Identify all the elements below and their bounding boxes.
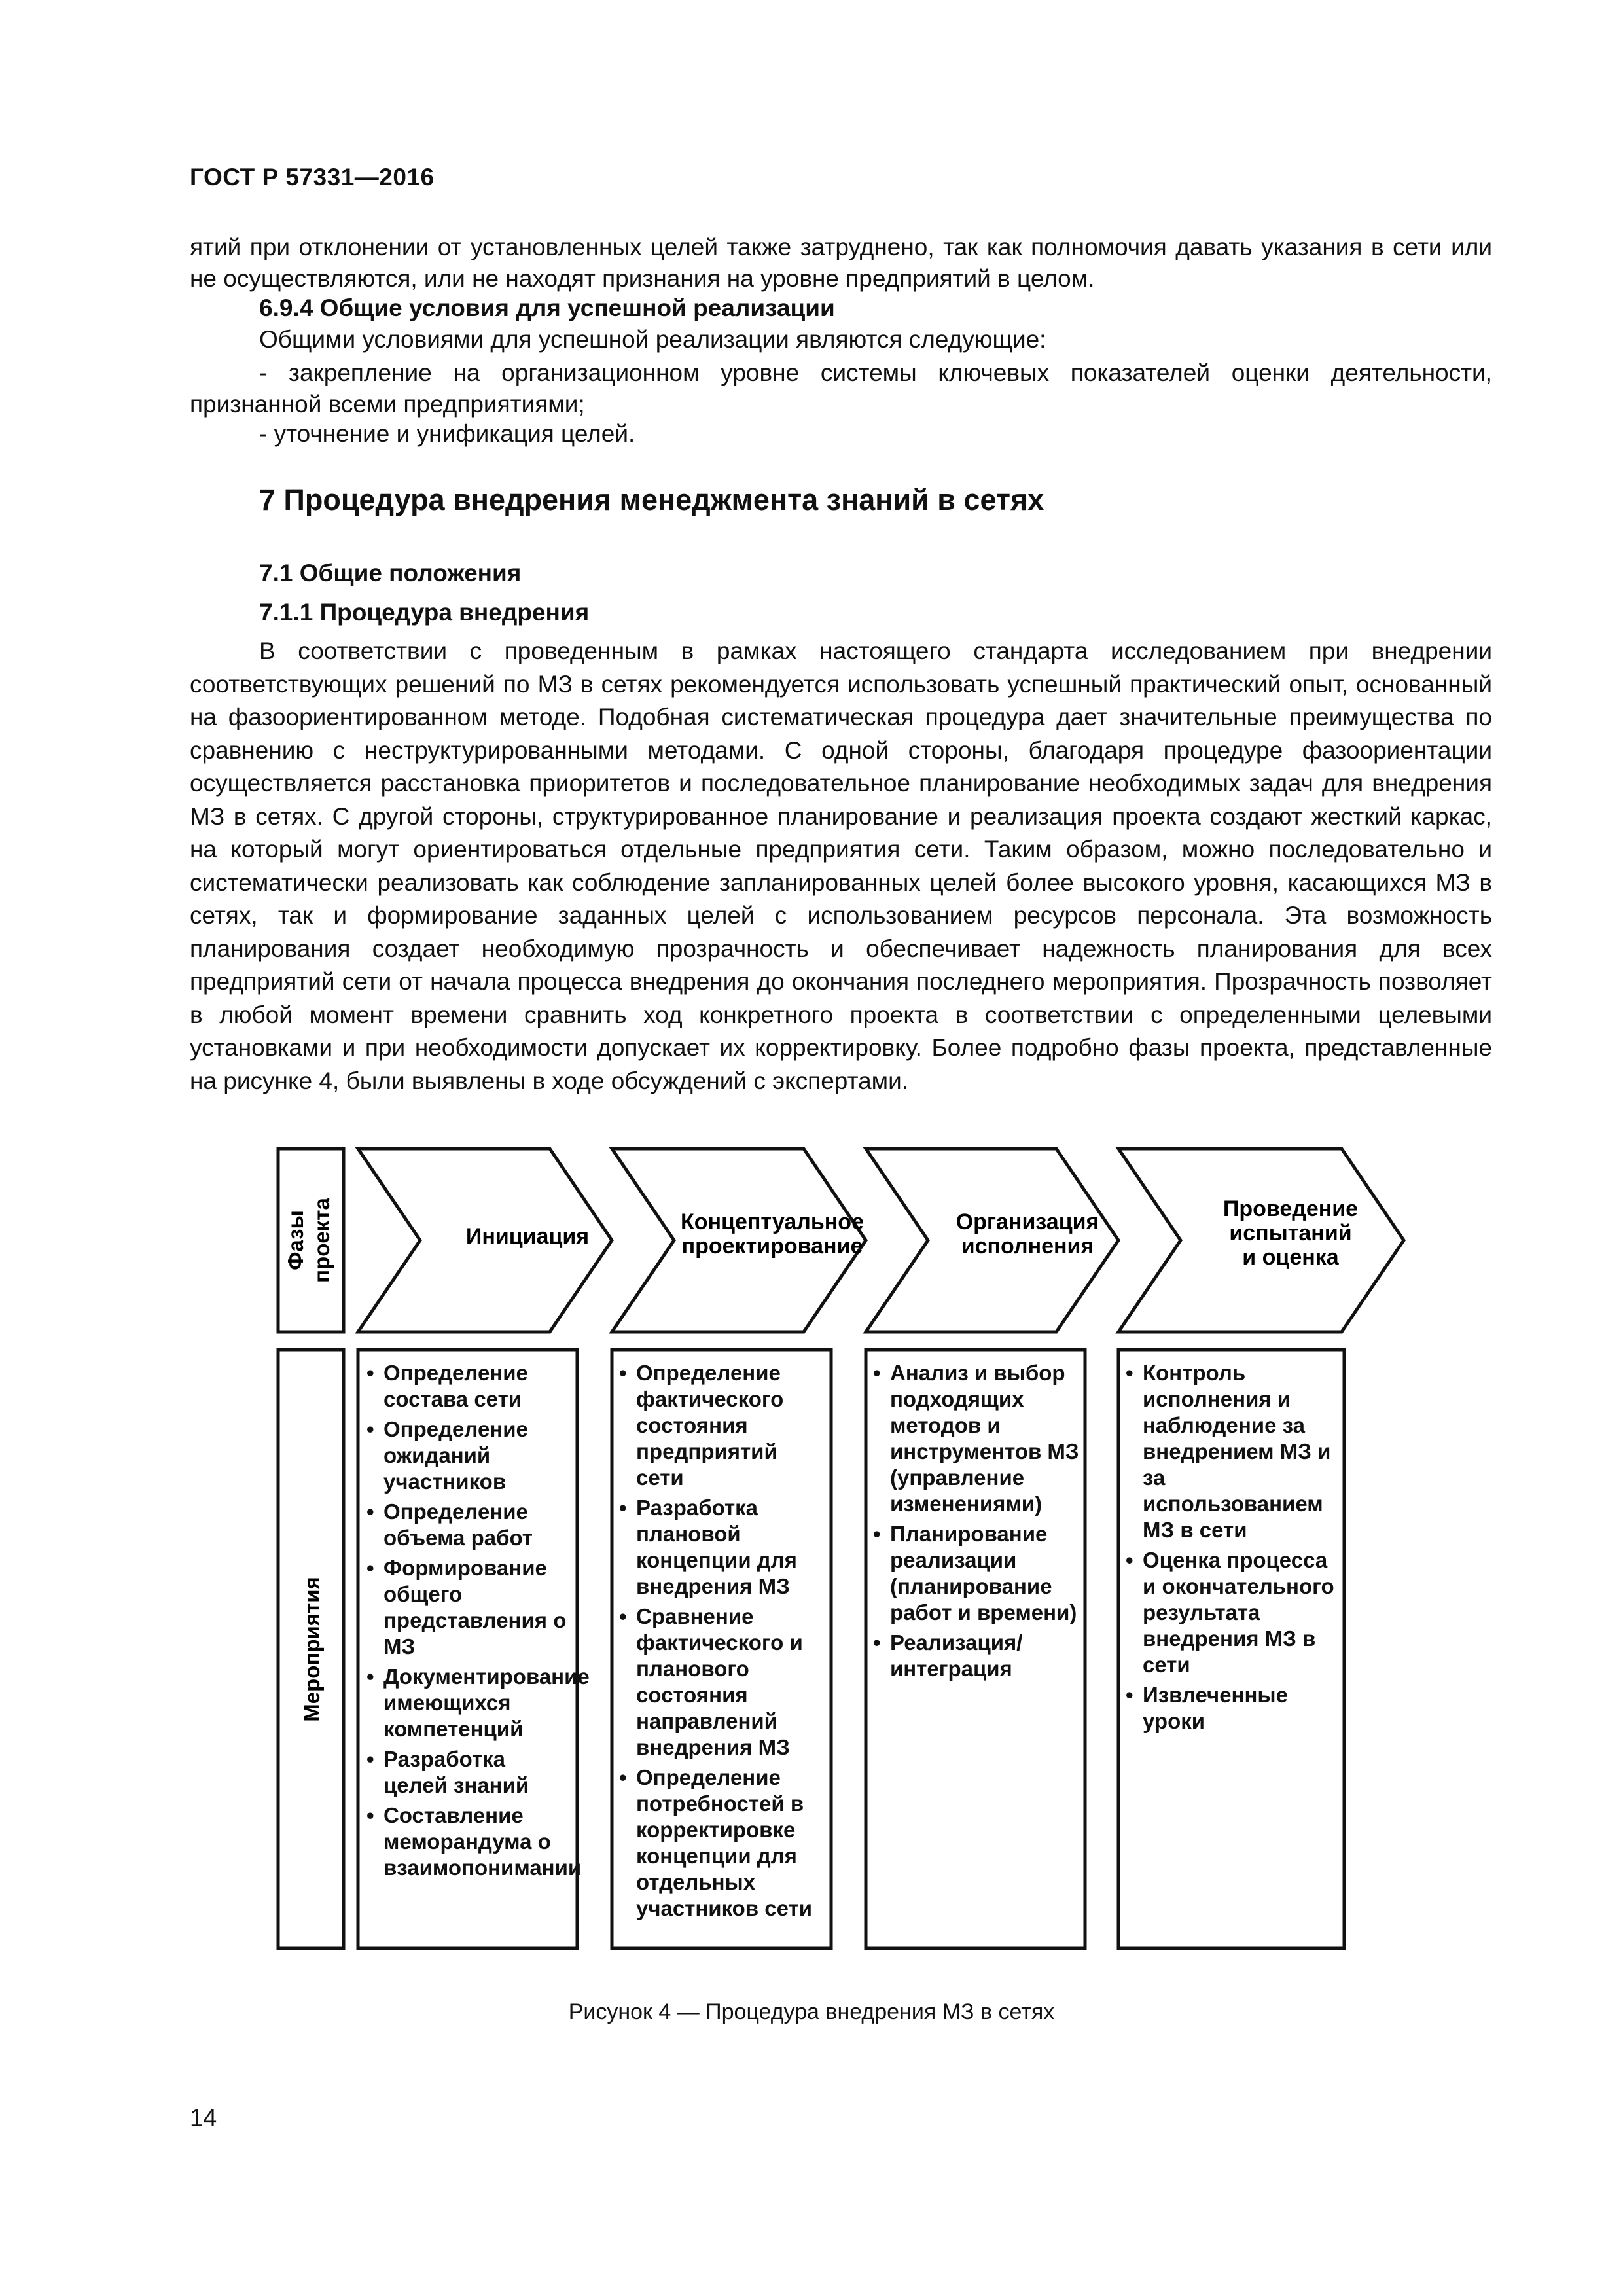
activity-item: • Разработка целей знаний	[366, 1746, 569, 1799]
activity-item: • Планирование реализации (планирование работ и времени)	[873, 1521, 1080, 1626]
activity-item: • Анализ и выбор подходящих методов и инструментов МЗ (управление изменениями)	[873, 1360, 1080, 1517]
activity-item: • Документирование имеющихся компетенций	[366, 1664, 569, 1742]
conditions-intro: Общими условиями для успешной реализации являются следующие:	[259, 326, 1046, 353]
condition-item: - уточнение и унификация целей.	[259, 420, 635, 447]
activity-item: • Оценка процесса и окончательного результата внедрения МЗ в сети	[1126, 1547, 1339, 1678]
phase-label: испытаний	[1229, 1221, 1352, 1246]
phase-label: Концептуальное	[681, 1210, 864, 1234]
phase-label: и оценка	[1242, 1245, 1339, 1270]
condition-item: - закрепление на организационном уровне системы ключевых показателей оценки деятельности, признанной всеми предприятиями;	[190, 359, 1492, 418]
phase-label: исполнения	[961, 1234, 1094, 1259]
heading-7: 7 Процедура внедрения менеджмента знаний в сетях	[259, 483, 1044, 516]
phase-label: Инициация	[465, 1224, 590, 1249]
activities-column-concept	[619, 1360, 826, 1926]
activity-item: • Составление меморандума о взаимопонимании	[366, 1803, 569, 1881]
activity-item: • Определение фактического состояния предприятий сети	[619, 1360, 826, 1491]
continuation-paragraph: ятий при отклонении от установленных целей также затруднено, так как полномочия давать указания в сети или не осуществляются, или не находят признания на уровне предприятий в целом.	[190, 234, 1492, 292]
activities-label: Мероприятия	[300, 1577, 324, 1722]
body-paragraph: В соответствии с проведенным в рамках настоящего стандарта исследованием при внедрении соответствующих решений по МЗ в сетях рекомендуется использовать успешный практический опыт, основанный на фазоориентированном методе. Подобная систематическая процедура дает значительные преимущества по сравнению с неструктурированными методами. С одной стороны, благодаря процедуре фазоориентации осуществляется расстановка приоритетов и последовательное планирование необходимых задач для внедрения МЗ в сетях. С другой стороны, структурированное планирование и реализация проекта создают жесткий каркас, на который могут ориентироваться отдельные предприятия сети. Таким образом, можно последовательно и систематически реализовать как соблюдение запланированных целей более высокого уровня, касающихся МЗ в сетях, так и формирование заданных целей с использованием ресурсов персонала. Эта возможность планирования создает необходимую прозрачность и обеспечивает надежность планирования для всех предприятий сети от начала процесса внедрения до окончания последнего мероприятия. Прозрачность позволяет в любой момент времени сравнить ход конкретного проекта в соответствии с определенными целевыми установками и при необходимости допускает их корректировку. Более подробно фазы проекта, представленные на рисунке 4, были выявлены в ходе обсуждений с экспертами.	[190, 637, 1492, 1094]
activity-item: • Реализация/интеграция	[873, 1630, 1080, 1682]
activities-column-testing	[1126, 1360, 1339, 1738]
heading-7-1-1: 7.1.1 Процедура внедрения	[259, 599, 590, 626]
activity-item: • Извлеченные уроки	[1126, 1682, 1339, 1734]
heading-7-1: 7.1 Общие положения	[259, 560, 522, 586]
activity-item: • Определение состава сети	[366, 1360, 569, 1412]
phases-label-line2: проекта	[310, 1198, 334, 1283]
standard-header: ГОСТ Р 57331—2016	[190, 164, 435, 190]
figure-caption: Рисунок 4 — Процедура внедрения МЗ в сетях	[568, 2000, 1055, 2024]
activity-item: • Формирование общего представления о МЗ	[366, 1555, 569, 1660]
activities-column-initiation	[366, 1360, 590, 1885]
heading-6-9-4: 6.9.4 Общие условия для успешной реализации	[259, 295, 835, 321]
phase-label: Организация	[955, 1210, 1099, 1234]
phases-label-line1: Фазы	[283, 1210, 308, 1270]
activity-item: • Определение объема работ	[366, 1499, 569, 1551]
activities-column-organization	[873, 1360, 1080, 1686]
activity-item: • Определение ожиданий участников	[366, 1416, 569, 1495]
activity-item: • Сравнение фактического и планового состояния направлений внедрения МЗ	[619, 1604, 826, 1761]
phase-label: Проведение	[1222, 1196, 1359, 1221]
activity-item: • Определение потребностей в корректировке концепции для отдельных участников сети	[619, 1765, 826, 1922]
page-number: 14	[190, 2104, 217, 2131]
activity-item: • Контроль исполнения и наблюдение за внедрением МЗ и за использованием МЗ в сети	[1126, 1360, 1339, 1543]
activity-item: • Разработка плановой концепции для внедрения МЗ	[619, 1495, 826, 1600]
phase-label: проектирование	[681, 1234, 863, 1259]
